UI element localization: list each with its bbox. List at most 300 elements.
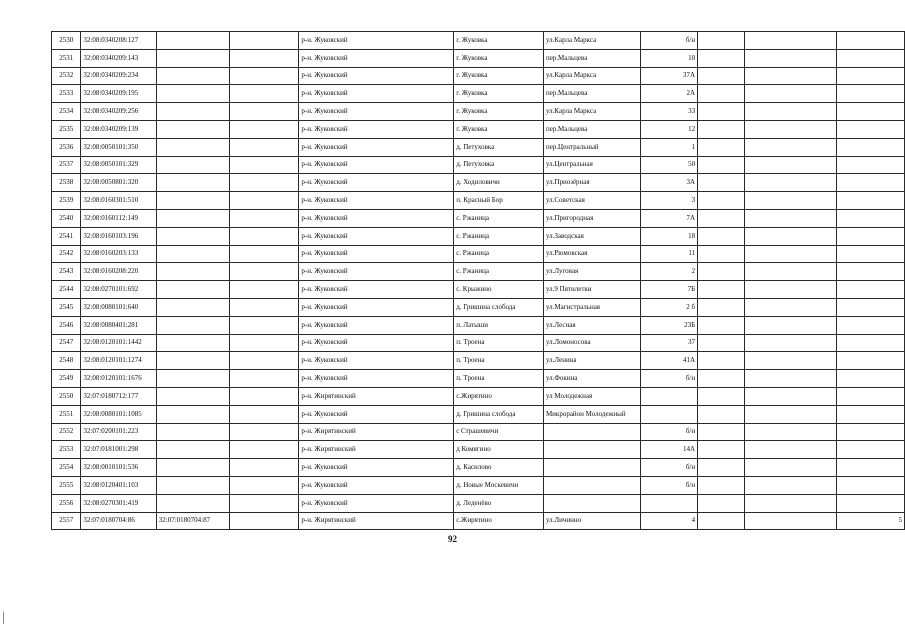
empty-cell bbox=[744, 120, 836, 138]
extra-value-cell bbox=[837, 423, 905, 441]
empty-cell bbox=[744, 476, 836, 494]
second-cadastral-number-cell bbox=[156, 494, 229, 512]
row-number-cell: 2547 bbox=[52, 334, 81, 352]
house-number-cell: 10 bbox=[641, 49, 698, 67]
extra-value-cell bbox=[837, 32, 905, 50]
house-number-cell: 7А bbox=[641, 209, 698, 227]
row-number-cell: 2544 bbox=[52, 281, 81, 299]
empty-cell bbox=[744, 423, 836, 441]
street-cell: ул.Советская bbox=[543, 192, 640, 210]
district-cell: р-н. Жуковский bbox=[299, 263, 454, 281]
empty-cell bbox=[744, 512, 836, 530]
district-cell: р-н. Жуковский bbox=[299, 103, 454, 121]
second-cadastral-number-cell bbox=[156, 263, 229, 281]
table-row bbox=[52, 316, 905, 334]
district-cell: р-н. Жирятинский bbox=[299, 423, 454, 441]
cadastral-number-cell: 32:08:0050801:320 bbox=[81, 174, 156, 192]
empty-cell bbox=[744, 459, 836, 477]
extra-value-cell bbox=[837, 85, 905, 103]
empty-cell bbox=[744, 494, 836, 512]
second-cadastral-number-cell bbox=[156, 209, 229, 227]
row-number-cell: 2551 bbox=[52, 405, 81, 423]
extra-value-cell bbox=[837, 494, 905, 512]
second-cadastral-number-cell bbox=[156, 192, 229, 210]
extra-value-cell bbox=[837, 49, 905, 67]
empty-cell bbox=[698, 138, 745, 156]
locality-cell: п. Красный Бор bbox=[454, 192, 544, 210]
locality-cell: с. Ржаница bbox=[454, 227, 544, 245]
empty-cell bbox=[698, 459, 745, 477]
empty-cell bbox=[229, 405, 299, 423]
table-row bbox=[52, 227, 905, 245]
empty-cell bbox=[698, 476, 745, 494]
locality-cell: г. Жуковка bbox=[454, 67, 544, 85]
district-cell: р-н. Жирятинский bbox=[299, 512, 454, 530]
district-cell: р-н. Жуковский bbox=[299, 32, 454, 50]
street-cell bbox=[543, 423, 640, 441]
cadastral-number-cell: 32:08:0010101:536 bbox=[81, 459, 156, 477]
second-cadastral-number-cell bbox=[156, 49, 229, 67]
table-row bbox=[52, 67, 905, 85]
extra-value-cell bbox=[837, 281, 905, 299]
extra-value-cell bbox=[837, 67, 905, 85]
empty-cell bbox=[744, 334, 836, 352]
empty-cell bbox=[229, 298, 299, 316]
locality-cell: д. Петуховка bbox=[454, 156, 544, 174]
street-cell: ул.Карла Маркса bbox=[543, 67, 640, 85]
locality-cell: с. Ржаница bbox=[454, 245, 544, 263]
extra-value-cell bbox=[837, 103, 905, 121]
extra-value-cell bbox=[837, 245, 905, 263]
empty-cell bbox=[229, 67, 299, 85]
locality-cell: д. Гришина слобода bbox=[454, 405, 544, 423]
house-number-cell bbox=[641, 387, 698, 405]
district-cell: р-н. Жуковский bbox=[299, 281, 454, 299]
cadastral-number-cell: 32:08:0270101:692 bbox=[81, 281, 156, 299]
district-cell: р-н. Жуковский bbox=[299, 120, 454, 138]
cadastral-number-cell: 32:08:0080401:281 bbox=[81, 316, 156, 334]
empty-cell bbox=[229, 512, 299, 530]
district-cell: р-н. Жуковский bbox=[299, 67, 454, 85]
table-row bbox=[52, 192, 905, 210]
empty-cell bbox=[744, 316, 836, 334]
row-number-cell: 2530 bbox=[52, 32, 81, 50]
district-cell: р-н. Жуковский bbox=[299, 476, 454, 494]
street-cell: пер.Центральный bbox=[543, 138, 640, 156]
street-cell: ул.Приозёрная bbox=[543, 174, 640, 192]
house-number-cell: 37А bbox=[641, 67, 698, 85]
empty-cell bbox=[229, 476, 299, 494]
locality-cell: д. Гришина слобода bbox=[454, 298, 544, 316]
locality-cell: с.Жирятино bbox=[454, 387, 544, 405]
house-number-cell: 2А bbox=[641, 85, 698, 103]
second-cadastral-number-cell bbox=[156, 476, 229, 494]
empty-cell bbox=[698, 405, 745, 423]
cadastral-number-cell: 32:08:0120101:1676 bbox=[81, 370, 156, 388]
row-number-cell: 2532 bbox=[52, 67, 81, 85]
district-cell: р-н. Жуковский bbox=[299, 209, 454, 227]
locality-cell: д. Касилово bbox=[454, 459, 544, 477]
street-cell: ул.Луговая bbox=[543, 263, 640, 281]
second-cadastral-number-cell bbox=[156, 67, 229, 85]
row-number-cell: 2553 bbox=[52, 441, 81, 459]
extra-value-cell bbox=[837, 209, 905, 227]
second-cadastral-number-cell bbox=[156, 103, 229, 121]
empty-cell bbox=[229, 209, 299, 227]
street-cell: ул.Фокина bbox=[543, 370, 640, 388]
row-number-cell: 2557 bbox=[52, 512, 81, 530]
cadastral-number-cell: 32:08:0340209:195 bbox=[81, 85, 156, 103]
empty-cell bbox=[698, 334, 745, 352]
second-cadastral-number-cell bbox=[156, 316, 229, 334]
row-number-cell: 2543 bbox=[52, 263, 81, 281]
row-number-cell: 2549 bbox=[52, 370, 81, 388]
locality-cell: п. Троена bbox=[454, 352, 544, 370]
row-number-cell: 2548 bbox=[52, 352, 81, 370]
empty-cell bbox=[229, 138, 299, 156]
empty-cell bbox=[744, 156, 836, 174]
extra-value-cell bbox=[837, 298, 905, 316]
empty-cell bbox=[698, 298, 745, 316]
row-number-cell: 2556 bbox=[52, 494, 81, 512]
cadastral-number-cell: 32:08:0080101:640 bbox=[81, 298, 156, 316]
row-number-cell: 2554 bbox=[52, 459, 81, 477]
second-cadastral-number-cell bbox=[156, 441, 229, 459]
table-row bbox=[52, 281, 905, 299]
second-cadastral-number-cell bbox=[156, 156, 229, 174]
extra-value-cell bbox=[837, 263, 905, 281]
district-cell: р-н. Жуковский bbox=[299, 370, 454, 388]
house-number-cell: б/н bbox=[641, 459, 698, 477]
empty-cell bbox=[744, 263, 836, 281]
extra-value-cell: 5 bbox=[837, 512, 905, 530]
empty-cell bbox=[744, 370, 836, 388]
row-number-cell: 2534 bbox=[52, 103, 81, 121]
empty-cell bbox=[229, 459, 299, 477]
house-number-cell: б/н bbox=[641, 370, 698, 388]
cadastral-number-cell: 32:08:0340209:234 bbox=[81, 67, 156, 85]
house-number-cell bbox=[641, 494, 698, 512]
second-cadastral-number-cell bbox=[156, 298, 229, 316]
second-cadastral-number-cell: 32:07:0180704:87 bbox=[156, 512, 229, 530]
locality-cell: п. Латыши bbox=[454, 316, 544, 334]
extra-value-cell bbox=[837, 476, 905, 494]
empty-cell bbox=[229, 494, 299, 512]
house-number-cell: б/н bbox=[641, 476, 698, 494]
empty-cell bbox=[744, 192, 836, 210]
cadastral-number-cell: 32:08:0050101:329 bbox=[81, 156, 156, 174]
cadastral-number-cell: 32:08:0270301:419 bbox=[81, 494, 156, 512]
table-row bbox=[52, 405, 905, 423]
page-number: 92 bbox=[448, 534, 457, 544]
row-number-cell: 2537 bbox=[52, 156, 81, 174]
house-number-cell: б/н bbox=[641, 32, 698, 50]
second-cadastral-number-cell bbox=[156, 405, 229, 423]
table-row bbox=[52, 476, 905, 494]
empty-cell bbox=[229, 263, 299, 281]
locality-cell: г. Жуковка bbox=[454, 85, 544, 103]
table-row bbox=[52, 370, 905, 388]
row-number-cell: 2541 bbox=[52, 227, 81, 245]
row-number-cell: 2550 bbox=[52, 387, 81, 405]
house-number-cell: 3 bbox=[641, 192, 698, 210]
row-number-cell: 2535 bbox=[52, 120, 81, 138]
street-cell: пер.Мальцева bbox=[543, 49, 640, 67]
table-row bbox=[52, 138, 905, 156]
house-number-cell: 3А bbox=[641, 174, 698, 192]
empty-cell bbox=[698, 227, 745, 245]
empty-cell bbox=[698, 103, 745, 121]
house-number-cell: 14А bbox=[641, 441, 698, 459]
empty-cell bbox=[744, 352, 836, 370]
cadastral-number-cell: 32:08:0340209:256 bbox=[81, 103, 156, 121]
empty-cell bbox=[698, 352, 745, 370]
empty-cell bbox=[229, 441, 299, 459]
second-cadastral-number-cell bbox=[156, 120, 229, 138]
extra-value-cell bbox=[837, 370, 905, 388]
house-number-cell: б/н bbox=[641, 423, 698, 441]
table-row bbox=[52, 441, 905, 459]
empty-cell bbox=[698, 281, 745, 299]
table-row bbox=[52, 298, 905, 316]
district-cell: р-н. Жуковский bbox=[299, 494, 454, 512]
table-row bbox=[52, 32, 905, 50]
locality-cell: п. Троена bbox=[454, 334, 544, 352]
empty-cell bbox=[698, 192, 745, 210]
cadastral-number-cell: 32:08:0160301:510 bbox=[81, 192, 156, 210]
second-cadastral-number-cell bbox=[156, 352, 229, 370]
extra-value-cell bbox=[837, 156, 905, 174]
cadastral-number-cell: 32:08:0160203:133 bbox=[81, 245, 156, 263]
empty-cell bbox=[744, 85, 836, 103]
table-row bbox=[52, 209, 905, 227]
empty-cell bbox=[229, 49, 299, 67]
empty-cell bbox=[229, 281, 299, 299]
table-row bbox=[52, 245, 905, 263]
cadastral-number-cell: 32:08:0080101:1085 bbox=[81, 405, 156, 423]
empty-cell bbox=[229, 85, 299, 103]
table-row bbox=[52, 85, 905, 103]
empty-cell bbox=[229, 174, 299, 192]
second-cadastral-number-cell bbox=[156, 32, 229, 50]
empty-cell bbox=[229, 387, 299, 405]
extra-value-cell bbox=[837, 387, 905, 405]
table-row bbox=[52, 263, 905, 281]
second-cadastral-number-cell bbox=[156, 387, 229, 405]
empty-cell bbox=[698, 120, 745, 138]
empty-cell bbox=[698, 245, 745, 263]
street-cell bbox=[543, 494, 640, 512]
cadastral-number-cell: 32:08:0160208:220 bbox=[81, 263, 156, 281]
cadastral-number-cell: 32:08:0120101:1274 bbox=[81, 352, 156, 370]
empty-cell bbox=[744, 174, 836, 192]
locality-cell: г. Жуковка bbox=[454, 103, 544, 121]
empty-cell bbox=[229, 316, 299, 334]
district-cell: р-н. Жуковский bbox=[299, 174, 454, 192]
locality-cell: с Страшевичи bbox=[454, 423, 544, 441]
row-number-cell: 2540 bbox=[52, 209, 81, 227]
street-cell: ул.Карла Маркса bbox=[543, 103, 640, 121]
empty-cell bbox=[744, 405, 836, 423]
empty-cell bbox=[229, 192, 299, 210]
empty-cell bbox=[698, 316, 745, 334]
empty-cell bbox=[744, 49, 836, 67]
empty-cell bbox=[744, 298, 836, 316]
extra-value-cell bbox=[837, 352, 905, 370]
house-number-cell: 2 б bbox=[641, 298, 698, 316]
empty-cell bbox=[698, 67, 745, 85]
district-cell: р-н. Жуковский bbox=[299, 245, 454, 263]
empty-cell bbox=[698, 512, 745, 530]
empty-cell bbox=[698, 32, 745, 50]
empty-cell bbox=[229, 103, 299, 121]
district-cell: р-н. Жуковский bbox=[299, 459, 454, 477]
house-number-cell: 18 bbox=[641, 227, 698, 245]
second-cadastral-number-cell bbox=[156, 85, 229, 103]
locality-cell: г. Жуковка bbox=[454, 120, 544, 138]
empty-cell bbox=[229, 423, 299, 441]
locality-cell: д. Леденёво bbox=[454, 494, 544, 512]
second-cadastral-number-cell bbox=[156, 281, 229, 299]
row-number-cell: 2546 bbox=[52, 316, 81, 334]
cadastral-number-cell: 32:07:0180712:177 bbox=[81, 387, 156, 405]
empty-cell bbox=[229, 245, 299, 263]
street-cell: ул.Рюмовская bbox=[543, 245, 640, 263]
locality-cell: д Комягино bbox=[454, 441, 544, 459]
second-cadastral-number-cell bbox=[156, 227, 229, 245]
street-cell: ул.9 Пятилетки bbox=[543, 281, 640, 299]
district-cell: р-н. Жуковский bbox=[299, 138, 454, 156]
table-row bbox=[52, 120, 905, 138]
house-number-cell: 37 bbox=[641, 334, 698, 352]
extra-value-cell bbox=[837, 441, 905, 459]
second-cadastral-number-cell bbox=[156, 138, 229, 156]
house-number-cell: 41А bbox=[641, 352, 698, 370]
house-number-cell bbox=[641, 405, 698, 423]
empty-cell bbox=[229, 120, 299, 138]
second-cadastral-number-cell bbox=[156, 334, 229, 352]
empty-cell bbox=[744, 32, 836, 50]
table-row bbox=[52, 423, 905, 441]
row-number-cell: 2536 bbox=[52, 138, 81, 156]
table-row bbox=[52, 459, 905, 477]
empty-cell bbox=[698, 49, 745, 67]
empty-cell bbox=[698, 423, 745, 441]
empty-cell bbox=[229, 156, 299, 174]
house-number-cell: 7Б bbox=[641, 281, 698, 299]
district-cell: р-н. Жуковский bbox=[299, 49, 454, 67]
district-cell: р-н. Жуковский bbox=[299, 405, 454, 423]
district-cell: р-н. Жуковский bbox=[299, 298, 454, 316]
locality-cell: д. Петуховка bbox=[454, 138, 544, 156]
street-cell: ул Молодежная bbox=[543, 387, 640, 405]
table-row bbox=[52, 387, 905, 405]
street-cell: пер.Мальцева bbox=[543, 85, 640, 103]
row-number-cell: 2538 bbox=[52, 174, 81, 192]
district-cell: р-н. Жуковский bbox=[299, 316, 454, 334]
cadastral-number-cell: 32:07:0181001:298 bbox=[81, 441, 156, 459]
empty-cell bbox=[698, 85, 745, 103]
empty-cell bbox=[744, 103, 836, 121]
locality-cell: д. Ходиловичи bbox=[454, 174, 544, 192]
locality-cell: с. Крыжино bbox=[454, 281, 544, 299]
locality-cell: с. Ржаница bbox=[454, 209, 544, 227]
street-cell: ул.Карла Маркса bbox=[543, 32, 640, 50]
house-number-cell: 12 bbox=[641, 120, 698, 138]
street-cell: Микрорайон Молодежный bbox=[543, 405, 640, 423]
extra-value-cell bbox=[837, 192, 905, 210]
empty-cell bbox=[698, 156, 745, 174]
empty-cell bbox=[229, 370, 299, 388]
locality-cell: г. Жуковка bbox=[454, 49, 544, 67]
table-row bbox=[52, 494, 905, 512]
cadastral-number-cell: 32:07:0180704:86 bbox=[81, 512, 156, 530]
second-cadastral-number-cell bbox=[156, 370, 229, 388]
cadastral-number-cell: 32:08:0120401:103 bbox=[81, 476, 156, 494]
district-cell: р-н. Жуковский bbox=[299, 85, 454, 103]
district-cell: р-н. Жуковский bbox=[299, 334, 454, 352]
empty-cell bbox=[744, 67, 836, 85]
extra-value-cell bbox=[837, 120, 905, 138]
table-row bbox=[52, 334, 905, 352]
empty-cell bbox=[744, 387, 836, 405]
empty-cell bbox=[698, 263, 745, 281]
district-cell: р-н. Жуковский bbox=[299, 227, 454, 245]
empty-cell bbox=[744, 138, 836, 156]
empty-cell bbox=[229, 352, 299, 370]
empty-cell bbox=[698, 174, 745, 192]
cadastral-number-cell: 32:08:0340209:143 bbox=[81, 49, 156, 67]
row-number-cell: 2545 bbox=[52, 298, 81, 316]
street-cell: ул.Заводская bbox=[543, 227, 640, 245]
cadastral-number-cell: 32:08:0120101:1442 bbox=[81, 334, 156, 352]
second-cadastral-number-cell bbox=[156, 174, 229, 192]
locality-cell: д. Новые Москевичи bbox=[454, 476, 544, 494]
house-number-cell: 1 bbox=[641, 138, 698, 156]
empty-cell bbox=[744, 281, 836, 299]
table-row bbox=[52, 156, 905, 174]
house-number-cell: 11 bbox=[641, 245, 698, 263]
cadastral-number-cell: 32:08:0160103:196 bbox=[81, 227, 156, 245]
row-number-cell: 2542 bbox=[52, 245, 81, 263]
cadastral-number-cell: 32:07:0200101:223 bbox=[81, 423, 156, 441]
extra-value-cell bbox=[837, 459, 905, 477]
cadastral-number-cell: 32:08:0340208:127 bbox=[81, 32, 156, 50]
district-cell: р-н. Жирятинский bbox=[299, 387, 454, 405]
row-number-cell: 2533 bbox=[52, 85, 81, 103]
house-number-cell: 2 bbox=[641, 263, 698, 281]
street-cell: ул.Личинно bbox=[543, 512, 640, 530]
street-cell: ул.Лесная bbox=[543, 316, 640, 334]
house-number-cell: 50 bbox=[641, 156, 698, 174]
street-cell: ул.Магистральная bbox=[543, 298, 640, 316]
second-cadastral-number-cell bbox=[156, 459, 229, 477]
extra-value-cell bbox=[837, 316, 905, 334]
second-cadastral-number-cell bbox=[156, 423, 229, 441]
second-cadastral-number-cell bbox=[156, 245, 229, 263]
table-row bbox=[52, 103, 905, 121]
extra-value-cell bbox=[837, 227, 905, 245]
extra-value-cell bbox=[837, 174, 905, 192]
empty-cell bbox=[229, 227, 299, 245]
street-cell: пер.Мальцева bbox=[543, 120, 640, 138]
table-row bbox=[52, 352, 905, 370]
street-cell: ул.Ленина bbox=[543, 352, 640, 370]
row-number-cell: 2555 bbox=[52, 476, 81, 494]
row-number-cell: 2552 bbox=[52, 423, 81, 441]
locality-cell: г. Жуковка bbox=[454, 32, 544, 50]
row-number-cell: 2531 bbox=[52, 49, 81, 67]
